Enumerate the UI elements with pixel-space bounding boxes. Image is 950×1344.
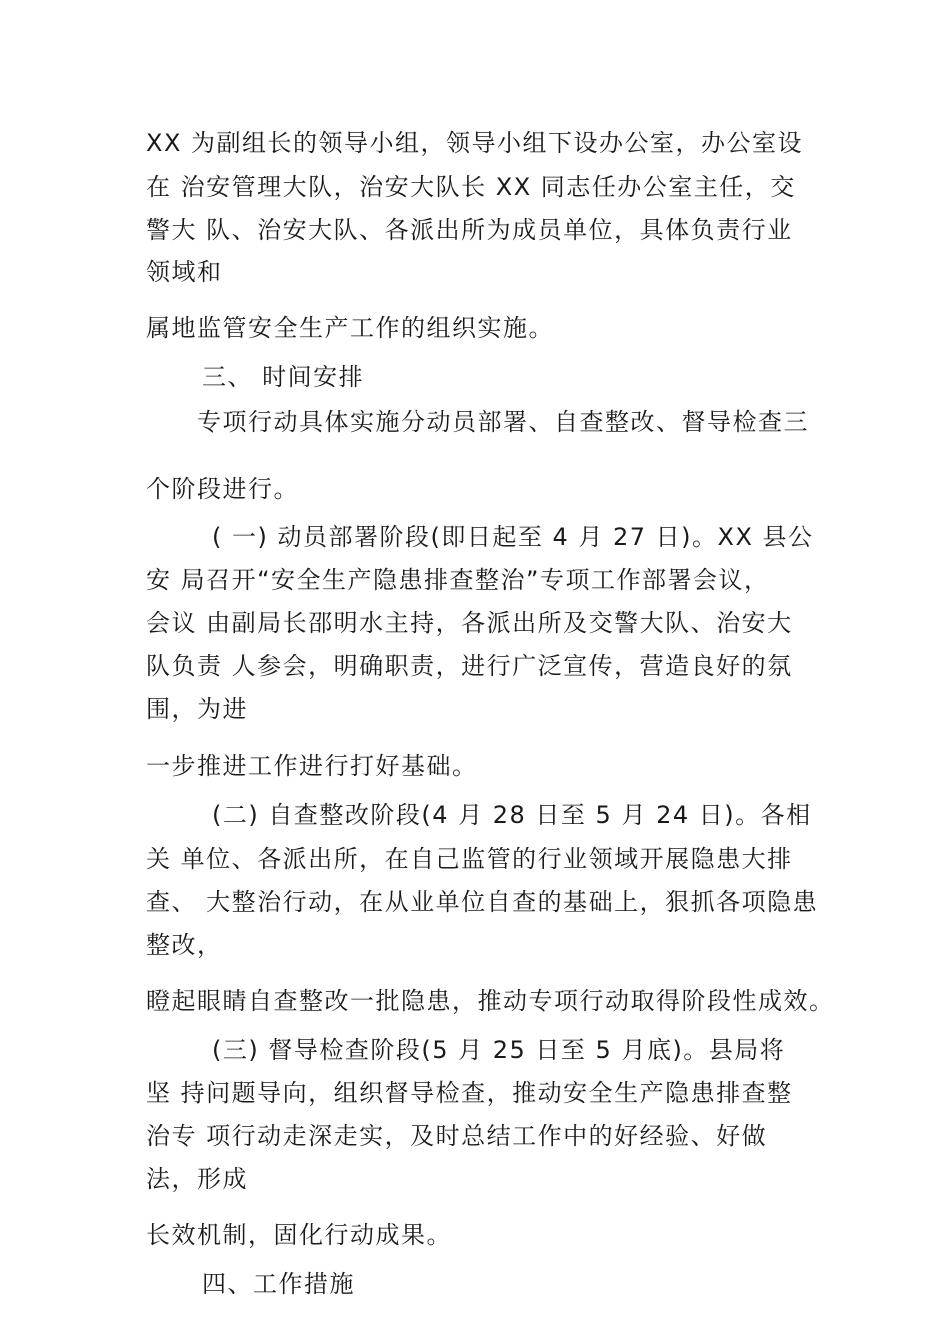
text-line: 个阶段进行。 <box>146 475 299 503</box>
text-line: 在 治安管理大队，治安大队长 XX 同志任办公室主任，交 <box>146 173 796 201</box>
section-heading: 三、 时间安排 <box>202 363 365 391</box>
text-line: (二) 自查整改阶段(4 月 28 日至 5 月 24 日)。各相 <box>212 801 812 829</box>
text-line: 治专 项行动走深走实，及时总结工作中的好经验、好做 <box>146 1122 768 1150</box>
text-line: 关 单位、各派出所，在自己监管的行业领域开展隐患大排 <box>146 845 793 873</box>
text-line: 法，形成 <box>146 1165 248 1193</box>
text-line: 查、 大整治行动，在从业单位自查的基础上，狠抓各项隐患 <box>146 888 819 916</box>
text-line: 长效机制，固化行动成果。 <box>146 1221 452 1249</box>
text-line: 坚 持问题导向，组织督导检查，推动安全生产隐患排查整 <box>146 1079 793 1107</box>
text-line: 队负责 人参会，明确职责，进行广泛宣传，营造良好的氛 <box>146 652 793 680</box>
text-line: (三) 督导检查阶段(5 月 25 日至 5 月底)。县局将 <box>212 1036 786 1064</box>
text-line: 瞪起眼睛自查整改一批隐患，推动专项行动取得阶段性成效。 <box>146 987 835 1015</box>
text-line: 安 局召开“安全生产隐患排查整治”专项工作部署会议， <box>146 566 770 594</box>
text-line: 专项行动具体实施分动员部署、自查整改、督导检查三 <box>197 408 809 436</box>
text-line: XX 为副组长的领导小组，领导小组下设办公室，办公室设 <box>146 129 804 157</box>
text-line: 一步推进工作进行打好基础。 <box>146 752 478 780</box>
text-line: ( 一) 动员部署阶段(即日起至 4 月 27 日)。XX 县公 <box>212 523 814 551</box>
text-line: 整改， <box>146 931 223 959</box>
text-line: 警大 队、治安大队、各派出所为成员单位，具体负责行业 <box>146 216 793 244</box>
text-line: 围，为进 <box>146 695 248 723</box>
text-line: 领域和 <box>146 258 223 286</box>
section-heading: 四、工作措施 <box>202 1270 355 1298</box>
text-line: 属地监管安全生产工作的组织实施。 <box>146 314 554 342</box>
text-line: 会议 由副局长邵明水主持，各派出所及交警大队、治安大 <box>146 609 793 637</box>
